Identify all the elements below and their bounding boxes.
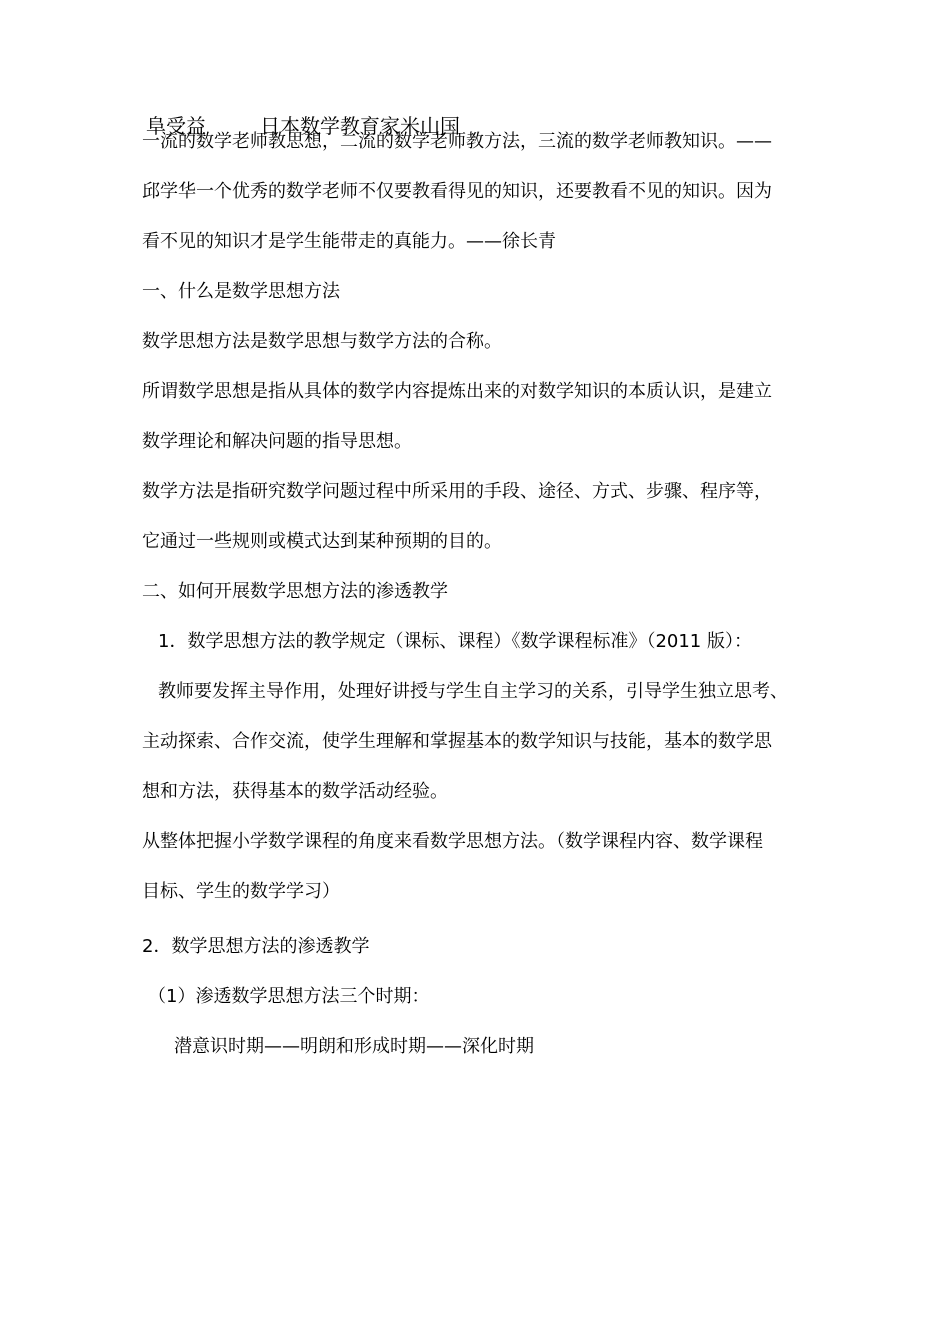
clipped-header-left	[146, 104, 236, 138]
clipped-header-right	[260, 104, 490, 138]
paragraph-line: 从整体把握小学数学课程的角度来看数学思想方法。（数学课程内容、数学课程	[142, 831, 763, 852]
paragraph-line: 邱学华一个优秀的数学老师不仅要教看得见的知识，还要教看不见的知识。因为	[142, 181, 772, 202]
paragraph-line: 所谓数学思想是指从具体的数学内容提炼出来的对数学知识的本质认识，是建立	[142, 381, 772, 402]
clipped-header-left-text: 阜受益	[146, 114, 206, 138]
paragraph-line: 目标、学生的数学学习）	[142, 881, 340, 902]
paragraph-line: 数学理论和解决问题的指导思想。	[142, 431, 412, 452]
paragraph-line: 数学方法是指研究数学问题过程中所采用的手段、途径、方式、步骤、程序等，	[142, 481, 772, 502]
section-heading: 二、如何开展数学思想方法的渗透教学	[142, 581, 448, 602]
sub-item: （1）渗透数学思想方法三个时期：	[148, 986, 430, 1007]
numbered-item: 1．数学思想方法的教学规定（课标、课程）《数学课程标准》（2011 版）：	[158, 631, 752, 652]
paragraph-line: 潜意识时期——明朗和形成时期——深化时期	[174, 1036, 534, 1057]
paragraph-line: 想和方法，获得基本的数学活动经验。	[142, 781, 448, 802]
paragraph-line: 看不见的知识才是学生能带走的真能力。——徐长青	[142, 231, 556, 252]
paragraph-line: 主动探索、合作交流，使学生理解和掌握基本的数学知识与技能，基本的数学思	[142, 731, 772, 752]
numbered-item: 2．数学思想方法的渗透教学	[142, 936, 370, 957]
paragraph-line: 数学思想方法是数学思想与数学方法的合称。	[142, 331, 502, 352]
clipped-header-right-text: 日本数学教育家米山国	[260, 114, 460, 138]
paragraph-line: 一流的数学老师教思想，二流的数学老师教方法，三流的数学老师教知识。——	[142, 131, 772, 152]
section-heading: 一、什么是数学思想方法	[142, 281, 340, 302]
paragraph-line: 教师要发挥主导作用，处理好讲授与学生自主学习的关系，引导学生独立思考、	[158, 681, 788, 702]
paragraph-line: 它通过一些规则或模式达到某种预期的目的。	[142, 531, 502, 552]
